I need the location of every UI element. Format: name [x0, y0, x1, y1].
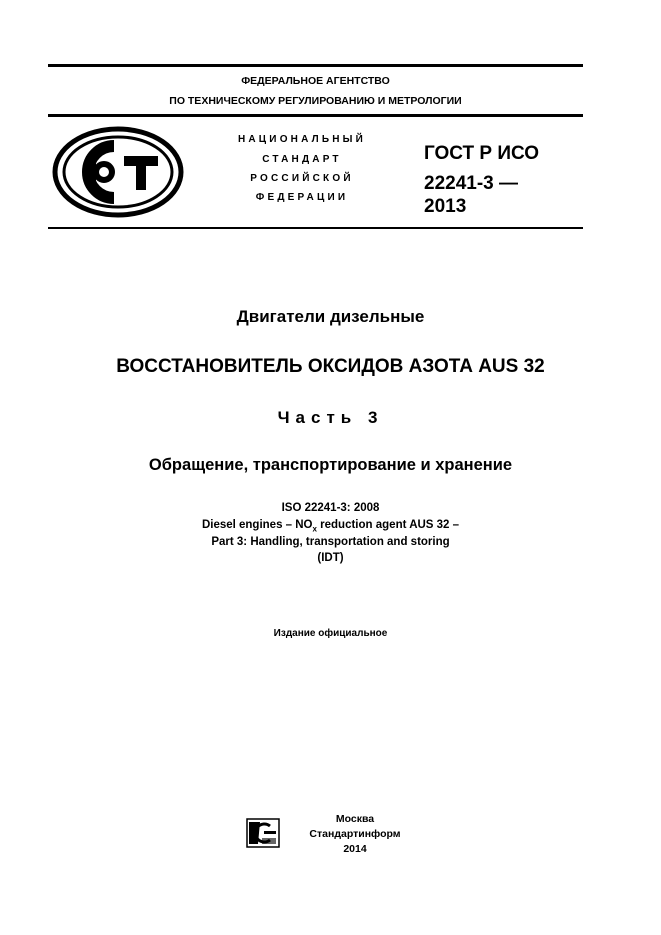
gost-r-logo-icon: [52, 126, 184, 223]
designation-line-2: 22241-3 —: [424, 173, 519, 194]
iso-reference: ISO 22241-3: 2008: [281, 502, 380, 514]
publisher-city: Москва: [335, 813, 375, 825]
iso-title-post: reduction agent AUS 32 –: [316, 519, 460, 531]
document-subject: Двигатели дизельные: [236, 307, 425, 326]
iso-title-subscript: x: [312, 524, 317, 534]
top-rule: [48, 64, 583, 67]
national-standard-line-1: НАЦИОНАЛЬНЫЙ: [237, 134, 367, 145]
designation-line-3: 2013: [424, 196, 467, 217]
national-standard-line-3: РОССИЙСКОЙ: [250, 173, 354, 184]
middle-rule: [48, 114, 583, 117]
bottom-rule: [48, 227, 583, 229]
national-standard-line-4: ФЕДЕРАЦИИ: [255, 192, 349, 203]
document-part-title: Обращение, транспортирование и хранение: [148, 456, 513, 474]
edition-label: Издание официальное: [273, 628, 388, 639]
national-standard-line-2: СТАНДАРТ: [262, 154, 342, 165]
agency-line-1: ФЕДЕРАЛЬНОЕ АГЕНТСТВО: [241, 75, 390, 87]
publisher-name: Стандартинформ: [309, 828, 401, 840]
agency-line-2: ПО ТЕХНИЧЕСКОМУ РЕГУЛИРОВАНИЮ И МЕТРОЛОГИИ: [169, 95, 462, 107]
iso-equivalence: (IDT): [317, 552, 344, 564]
standartinform-logo-icon: [246, 818, 280, 853]
designation-line-1: ГОСТ Р ИСО: [424, 143, 540, 164]
iso-title-pre: Diesel engines – NO: [201, 519, 313, 531]
document-part: Часть 3: [277, 408, 384, 427]
iso-part-title: Part 3: Handling, transportation and storing: [211, 536, 450, 548]
publisher-year: 2014: [343, 843, 367, 855]
document-main-title: ВОССТАНОВИТЕЛЬ ОКСИДОВ АЗОТА AUS 32: [116, 356, 545, 377]
